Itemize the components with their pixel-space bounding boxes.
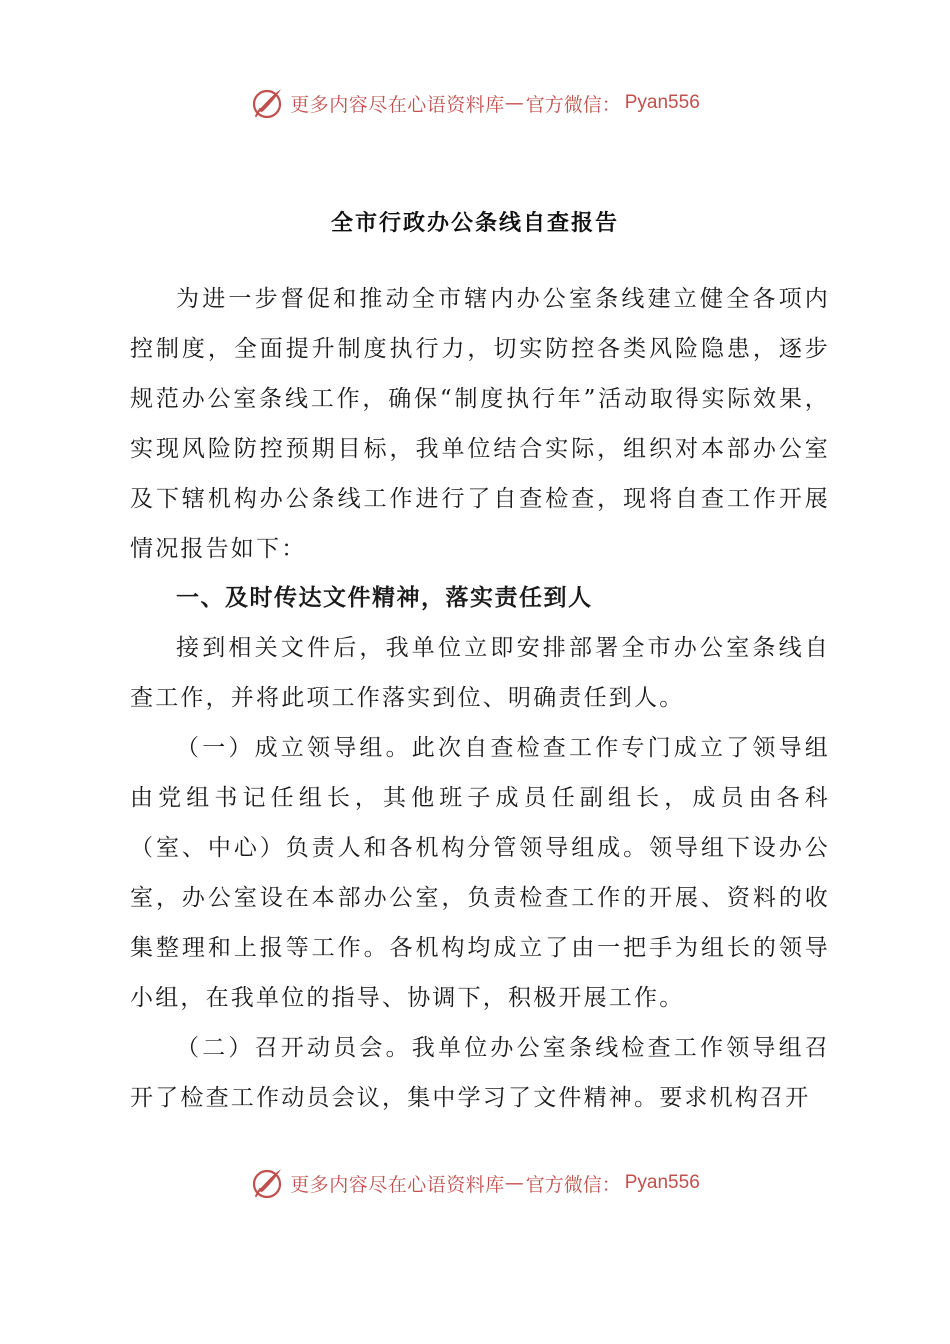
header-watermark-banner — [0, 83, 950, 123]
watermark-brand-text: 更多内容尽在心语资料库 — [290, 1173, 505, 1196]
document-body — [130, 275, 830, 1123]
watermark-wechat-id: Pyan556 — [624, 1172, 700, 1193]
watermark-brand-text: 更多内容尽在心语资料库 — [290, 93, 505, 116]
watermark-separator: — — [504, 92, 524, 114]
quill-pen-logo-icon — [250, 85, 286, 121]
intro-paragraph: 为进一步督促和推动全市辖内办公室条线建立健全各项内控制度，全面提升制度执行力，切实防控各类风险隐患，逐步规范办公室条线工作，确保“制度执行年”活动取得实际效果，实现风险防控预期目标，我单位结合实际，组织对本部办公室及下辖机构办公条线工作进行了自查检查，现将自查工作开展情况报告如下： — [130, 286, 830, 562]
watermark-wechat-label: 官方微信： — [525, 93, 621, 116]
item-1-paragraph: （一）成立领导组。此次自查检查工作专门成立了领导组由党组书记任组长，其他班子成员任副组长，成员由各科（室、中心）负责人和各机构分管领导组成。领导组下设办公室，办公室设在本部办公室，负责检查工作的开展、资料的收集整理和上报等工作。各机构均成立了由一把手为组长的领导小组，在我单位的指导、协调下，积极开展工作。 — [130, 735, 830, 1011]
footer-watermark-banner — [0, 1163, 950, 1203]
document-title: 全市行政办公条线自查报告 — [330, 211, 619, 236]
watermark-wechat-label: 官方微信： — [525, 1173, 621, 1196]
item-2-paragraph: （二）召开动员会。我单位办公室条线检查工作领导组召开了检查工作动员会议，集中学习了文件精神。要求机构召开 — [130, 1034, 830, 1111]
watermark-separator: — — [504, 1172, 524, 1194]
section-heading-1: 一、及时传达文件精神，落实责任到人 — [176, 585, 593, 612]
section-1-paragraph: 接到相关文件后，我单位立即安排部署全市办公室条线自查工作，并将此项工作落实到位、明确责任到人。 — [130, 635, 830, 712]
quill-pen-logo-icon — [250, 1165, 286, 1201]
watermark-wechat-id: Pyan556 — [624, 92, 700, 113]
